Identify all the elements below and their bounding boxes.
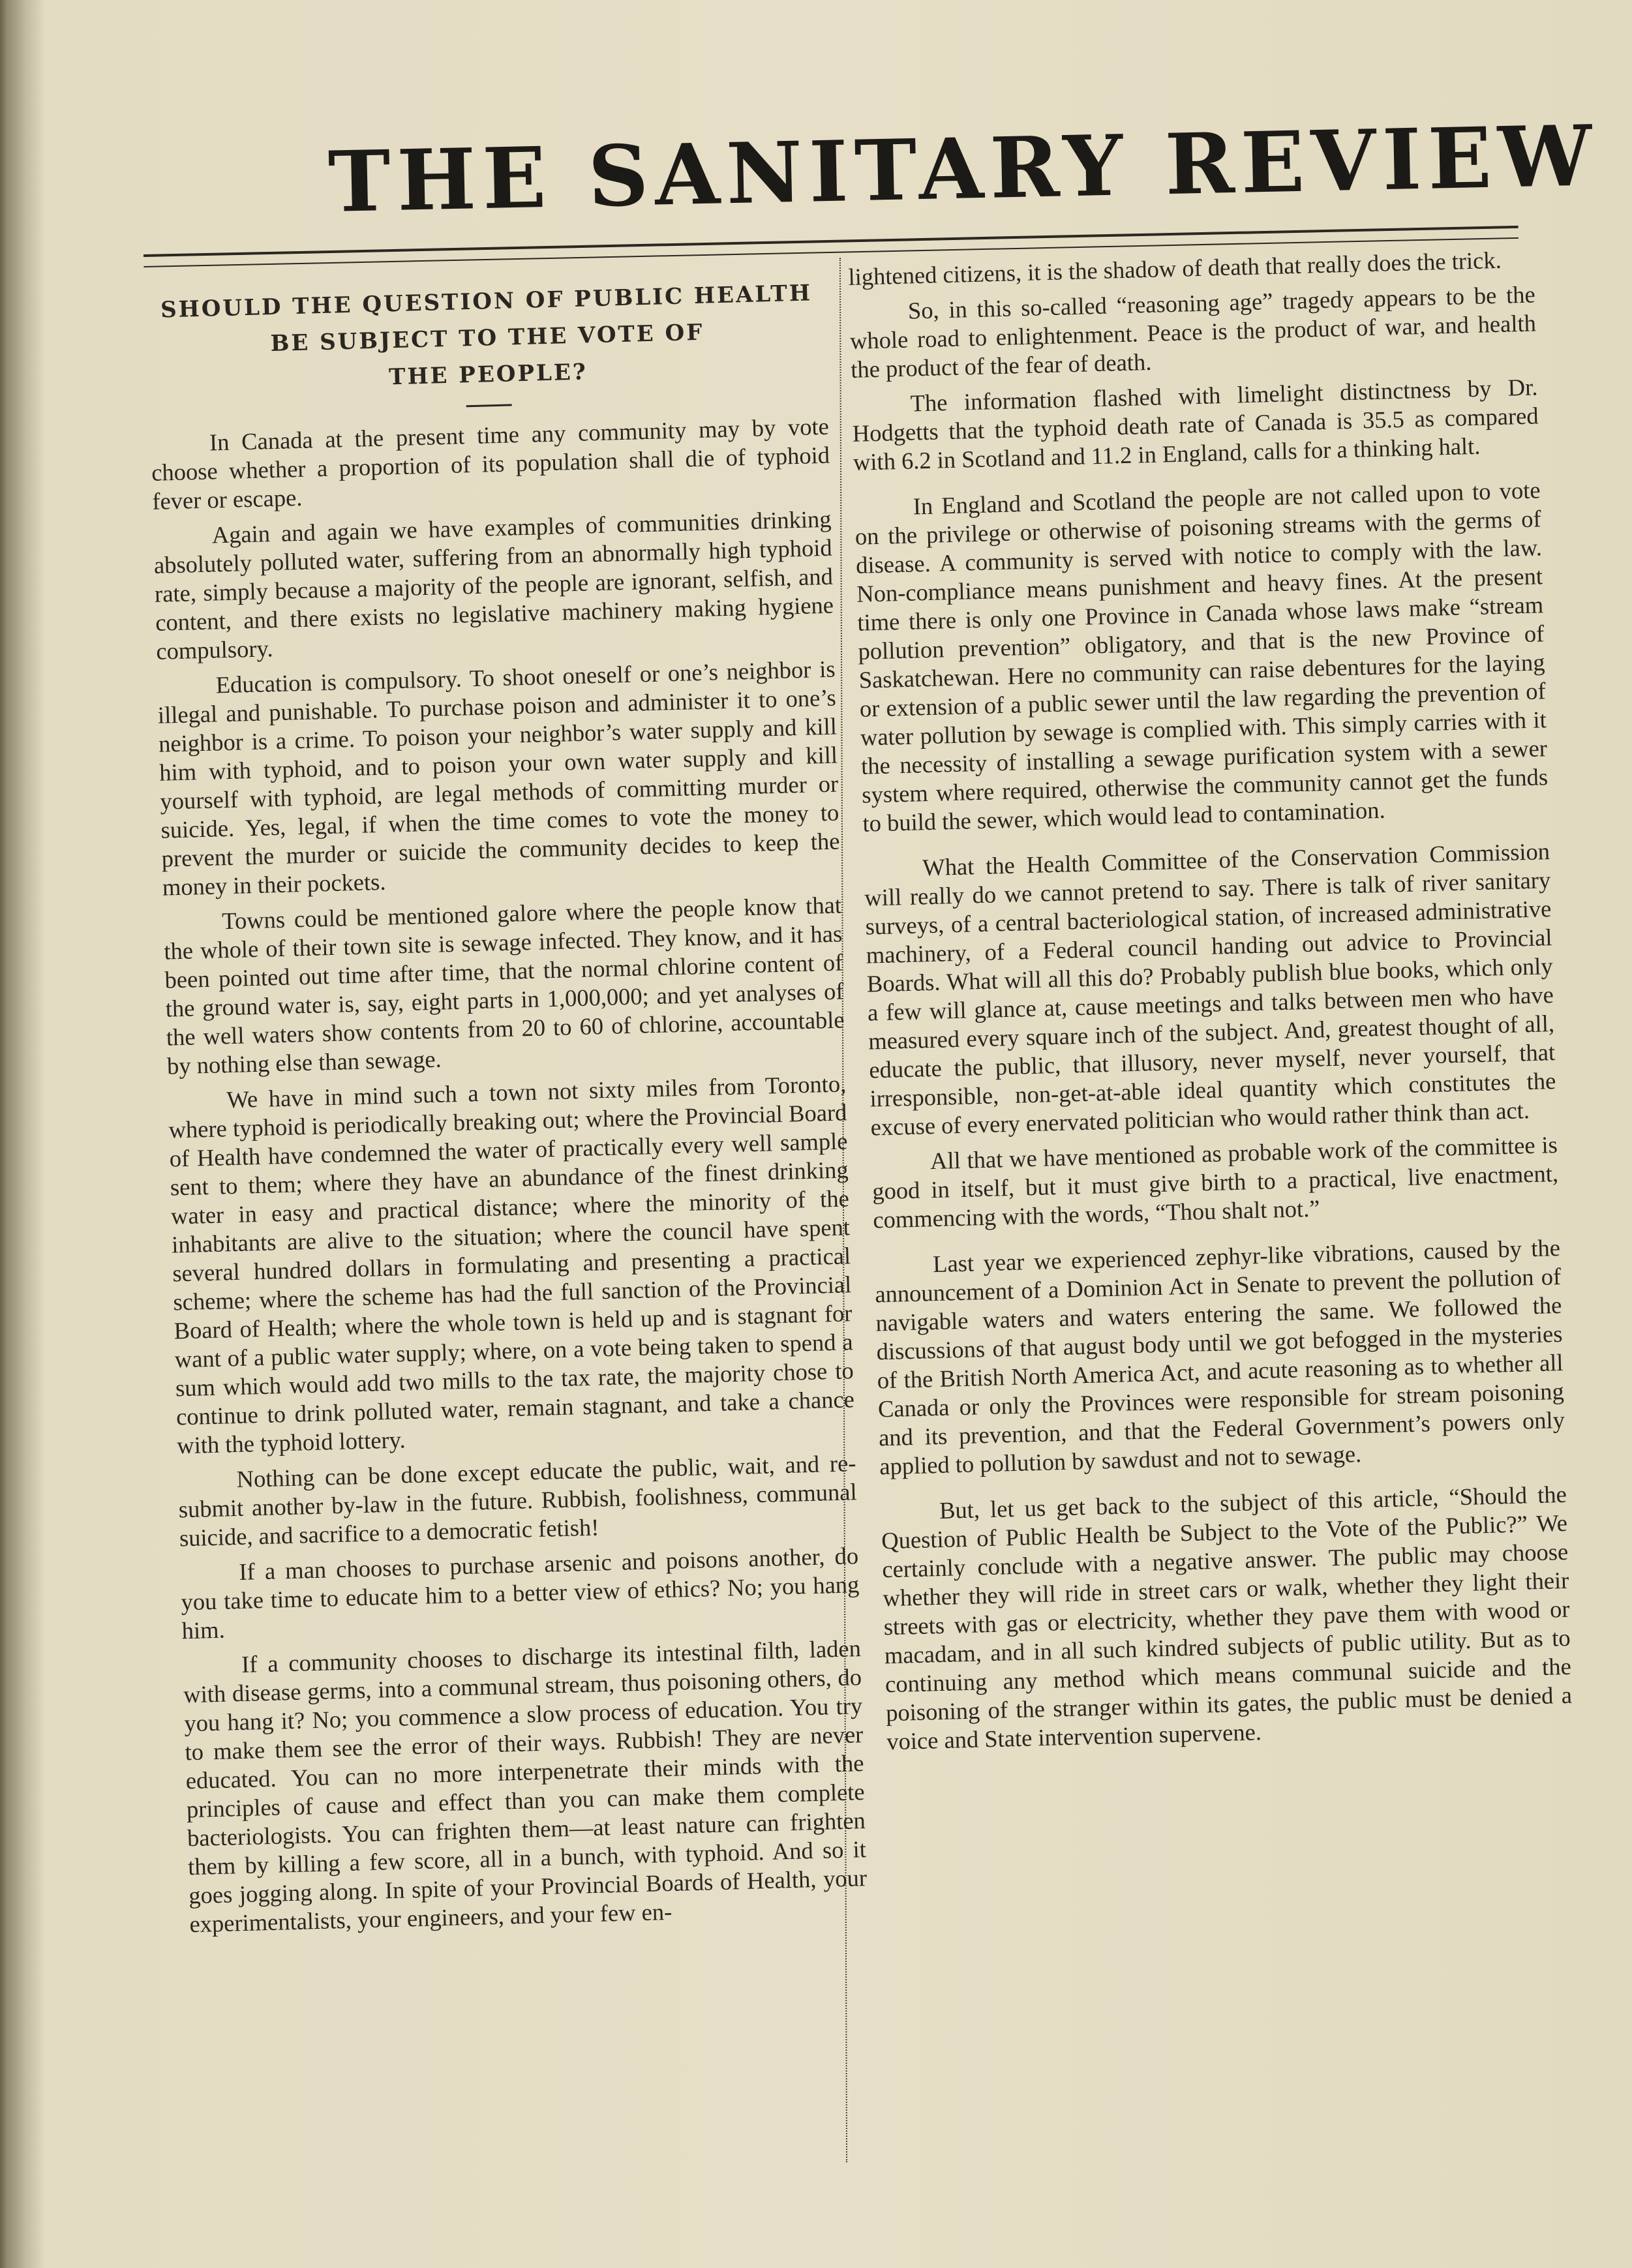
body-paragraph: Education is compulsory. To shoot oneself or one’s neighbor is illegal and punishable. To purchase poison and administer it to one’s neighbor is a crime. To poison your neighbor’s water supply and kill him with typhoid, and to poison your own water supply and kill yourself with typhoid, are legal methods of committing murder or suicide. Yes, legal, if when the time comes to vote the money to prevent the murder or suicide the community decides to keep the money in their pockets. xyxy=(157,655,840,901)
body-paragraph: So, in this so-called “reasoning age” tragedy appears to be the whole road to enlightenment. Peace is the product of war, and health the product of the fear of death. xyxy=(849,280,1537,383)
body-paragraph: In England and Scotland the people are not called upon to vote on the privilege or otherwise of poisoning streams with the germs of disease. A community is served with notice to comply with the law. Non-compliance means punishment and heavy fines. At the present time there is only one Province in Canada whose laws make “stream pollution prevention” obligatory, and that is the new Province of Saskatchewan. Here no community can raise debentures for the laying or extension of a public sewer until the law regarding the prevention of water pollution by sewage is complied with. This simply carries with it the necessity of installing a sewage purification system with a sewer system where required, otherwise the community cannot get the funds to build the sewer, which would lead to contamination. xyxy=(854,476,1549,837)
headline-dash xyxy=(466,404,512,407)
masthead-title: THE SANITARY REVIEW xyxy=(327,107,1599,232)
body-paragraph: Again and again we have examples of communities drinking absolutely polluted water, suffering from an abnormally high typhoid rate, simply because a majority of the people are ignorant, selfish, and content, and there exists no legislative machinery making hygiene compulsory. xyxy=(153,505,834,665)
body-paragraph: Towns could be mentioned galore where the people know that the whole of their town site is sewage infected. They know, and it has been pointed out time after time, that the normal chlorine content of the ground water is, say, eight parts in 1,000,000; and yet analyses of the well waters show contents from 20 to 60 of chlorine, accountable by nothing else than sewage. xyxy=(163,891,845,1080)
body-paragraph: All that we have mentioned as probable work of the committee is good in itself, but it must give birth to a practical, live enactment, commencing with the words, “Thou shalt not.” xyxy=(871,1130,1559,1233)
left-column xyxy=(147,275,868,1945)
body-paragraph: If a man chooses to purchase arsenic and poisons another, do you take time to educate him to a better view of ethics? No; you hang him. xyxy=(181,1542,860,1644)
body-paragraph: Last year we experienced zephyr-like vibrations, caused by the announcement of a Dominion Act in Senate to prevent the pollution of navigable waters and waters entering the same. We followed the discussions of that august body until we got befogged in the mysteries of the British North America Act, and acute reasoning as to whether all Canada or only the Provinces were responsible for stream poisoning and its prevention, and that the Federal Government’s powers only applied to pollution by sawdust and not to sewage. xyxy=(874,1233,1565,1480)
headline-line: SHOULD THE QUESTION OF PUBLIC HEALTH xyxy=(160,280,813,324)
headline-line: THE PEOPLE? xyxy=(388,359,588,391)
body-paragraph: If a community chooses to discharge its intestinal filth, laden with disease germs, into a communal stream, thus poisoning others, do you hang it? No; you commence a slow process of education. You try to make them see the error of their ways. Rubbish! They are never educated. You can no more interpenetrate their minds with the principles of cause and effect than you can make them complete bacteriologists. You can frighten them—at least nature can frighten them by killing a few score, all in a bunch, with typhoid. And so it goes jogging along. In spite of your Provincial Boards of Health, your experimentalists, your engineers, and your few en- xyxy=(183,1635,868,1938)
body-paragraph: We have in mind such a town not sixty miles from Toronto, where typhoid is periodically breaking out; where the Provincial Board of Health have condemned the water of practically every well sample sent to them; where they have an abundance of the finest drinking water in easy and practical distance; where the minority of the inhabitants are alive to the situation; where the council have spent several hundred dollars in formulating and presenting a practical scheme; where the scheme has had the full sanction of the Provincial Board of Health; where the whole town is held up and is stagnant for want of a public water supply; where, on a vote being taken to spend a sum which would add two mills to the tax rate, the majority chose to continue to drink polluted water, remain stagnant, and take a chance with the typhoid lottery. xyxy=(168,1070,855,1459)
body-paragraph: The information flashed with limelight distinctness by Dr. Hodgetts that the typhoid death rate of Canada is 35.5 as compared with 6.2 in Scotland and 11.2 in England, calls for a thinking halt. xyxy=(852,373,1539,476)
headline-line: BE SUBJECT TO THE VOTE OF xyxy=(270,319,704,357)
body-paragraph: In Canada at the present time any community may by vote choose whether a proportion of its population shall die of typhoid fever or escape. xyxy=(151,412,830,515)
article-headline xyxy=(147,275,828,402)
body-paragraph: What the Health Committee of the Conservation Commission will really do we cannot pretend to say. There is talk of river sanitary surveys, of a central bacteriological station, of increased administrative machinery, of a Federal council handing out advice to Provincial Boards. What will all this do? Probably publish blue books, which only a few will glance at, cause meetings and talks between men who have measured every square inch of the subject. And, greatest thought of all, educate the public, that illusory, never myself, never yourself, that irresponsible, non-get-at-able ideal quantity which constitutes the excuse of every enervated politician who would rather think than act. xyxy=(864,838,1556,1141)
body-paragraph: But, let us get back to the subject of this article, “Should the Question of Public Health be Subject to the Vote of the Public?” We certainly conclude with a negative answer. The public may choose whether they will ride in street cars or walk, whether they light their streets with gas or electricity, whether they pave them with wood or macadam, and in all such kindred subjects of public utility. But as to continuing any method which means communal suicide and the poisoning of the stranger within its gates, the public must be denied a voice and State intervention supervene. xyxy=(881,1480,1573,1755)
binding-shadow xyxy=(0,0,46,2268)
body-paragraph: lightened citizens, it is the shadow of death that really does the trick. xyxy=(848,246,1502,290)
body-paragraph: Nothing can be done except educate the public, wait, and re-submit another by-law in the future. Rubbish, foolishness, communal suicide, and sacrifice to a democratic fetish! xyxy=(178,1449,858,1552)
right-column xyxy=(848,245,1573,1762)
